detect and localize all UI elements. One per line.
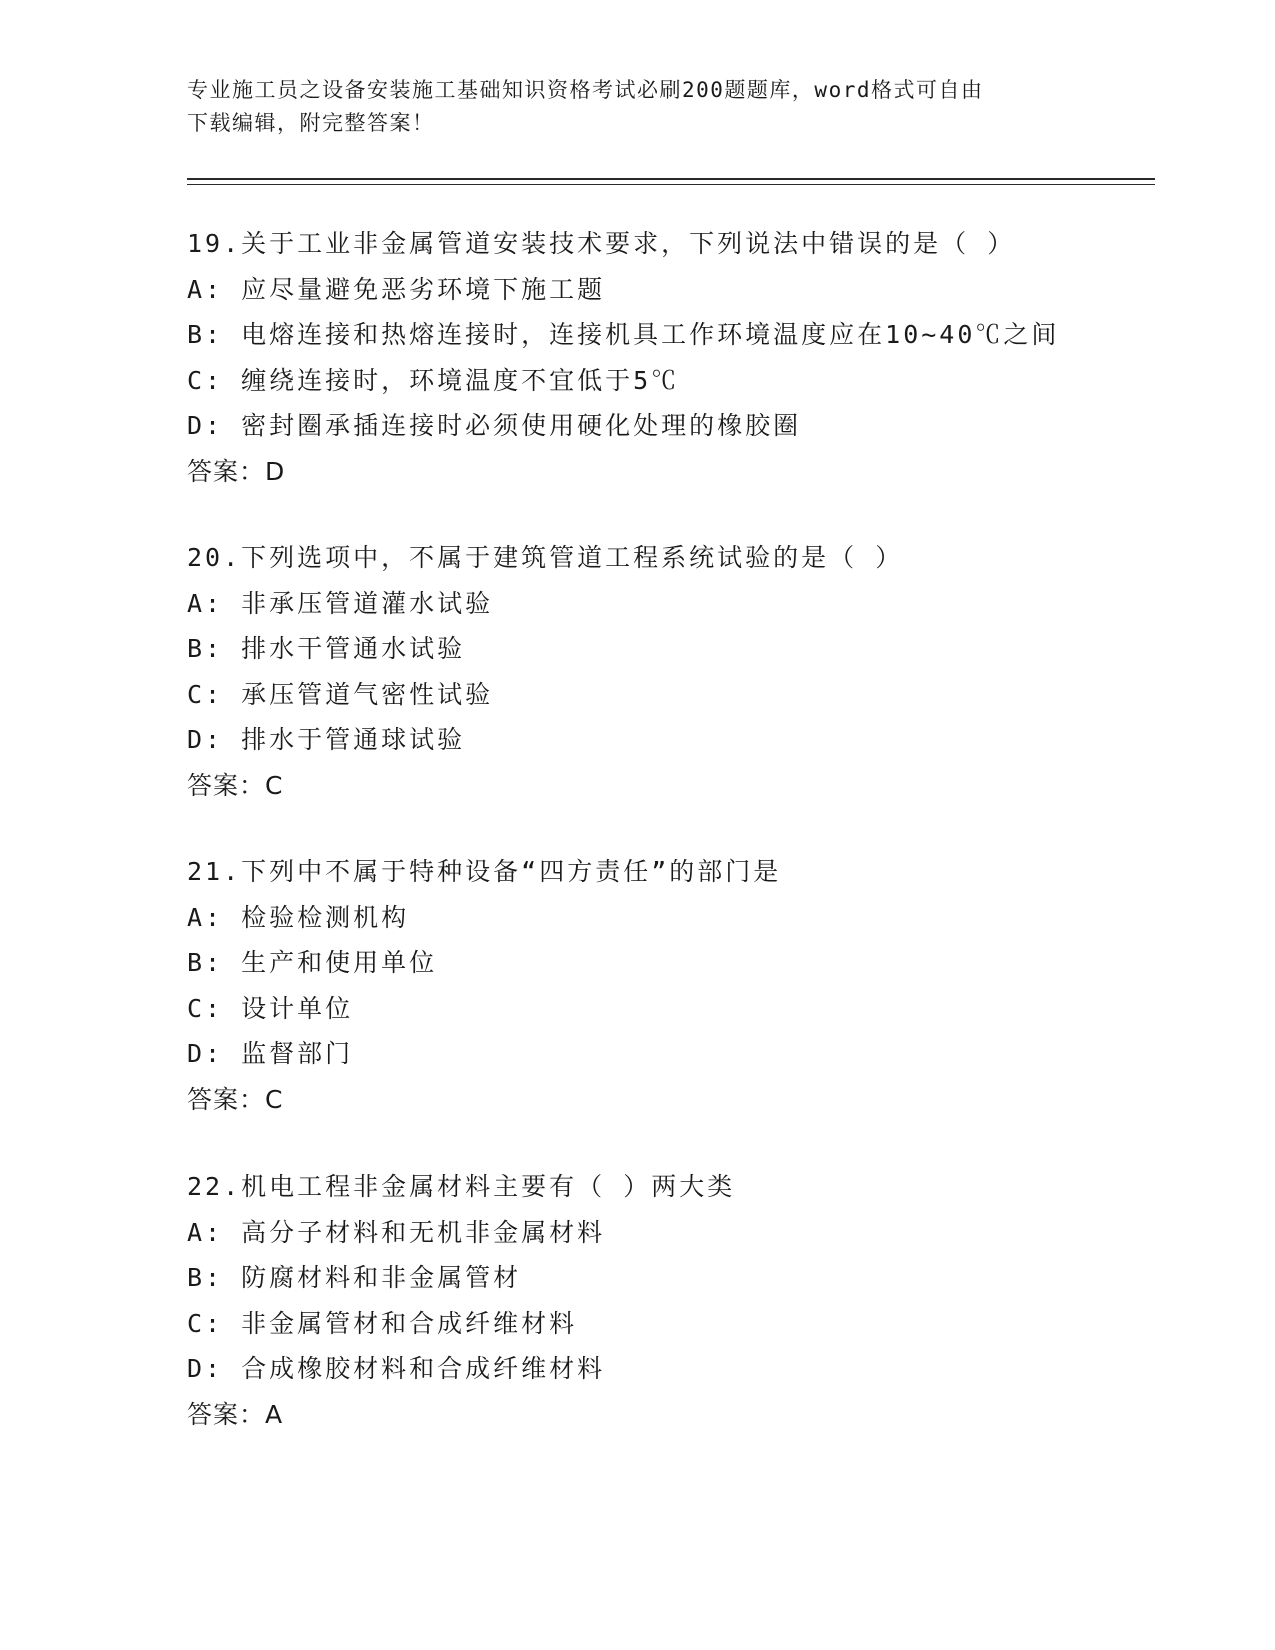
option-d: D: 监督部门 [187, 1039, 354, 1068]
option-b: B: 防腐材料和非金属管材 [187, 1263, 522, 1292]
question-19 [187, 221, 1157, 494]
header-divider-thin [187, 184, 1155, 185]
option-c: C: 设计单位 [187, 993, 354, 1023]
answer: 答案：C [187, 1084, 284, 1114]
option-b: B: 电熔连接和热熔连接时，连接机具工作环境温度应在10~40℃之间 [187, 320, 1060, 349]
option-b: B: 排水干管通水试验 [187, 634, 466, 663]
option-a: A: 应尽量避免恶劣环境下施工题 [187, 274, 606, 304]
question-stem: 21.下列中不属于特种设备“四方责任”的部门是 [187, 857, 782, 886]
option-d: D: 排水于管通球试验 [187, 725, 466, 754]
option-a: A: 检验检测机构 [187, 902, 410, 932]
option-b: B: 生产和使用单位 [187, 948, 438, 977]
option-a: A: 高分子材料和无机非金属材料 [187, 1217, 606, 1247]
answer: 答案：A [187, 1399, 284, 1429]
question-stem: 19.关于工业非金属管道安装技术要求，下列说法中错误的是（ ） [187, 229, 1016, 258]
question-stem: 22.机电工程非金属材料主要有（ ）两大类 [187, 1172, 736, 1201]
option-c: C: 承压管道气密性试验 [187, 679, 494, 709]
option-d: D: 密封圈承插连接时必须使用硬化处理的橡胶圈 [187, 411, 802, 440]
header-line-1: 专业施工员之设备安装施工基础知识资格考试必刷200题题库，word格式可自由 [187, 78, 984, 102]
question-21 [187, 849, 1157, 1122]
option-d: D: 合成橡胶材料和合成纤维材料 [187, 1354, 606, 1383]
option-a: A: 非承压管道灌水试验 [187, 588, 494, 618]
header-line-2: 下载编辑，附完整答案！ [187, 111, 435, 135]
header-divider-thick [187, 178, 1155, 180]
question-stem: 20.下列选项中，不属于建筑管道工程系统试验的是（ ） [187, 543, 904, 572]
answer: 答案：C [187, 770, 284, 800]
option-c: C: 非金属管材和合成纤维材料 [187, 1308, 578, 1338]
question-22 [187, 1164, 1157, 1437]
question-20 [187, 535, 1157, 808]
answer: 答案：D [187, 456, 286, 486]
option-c: C: 缠绕连接时，环境温度不宜低于5℃ [187, 365, 680, 395]
document-header [187, 74, 1087, 140]
